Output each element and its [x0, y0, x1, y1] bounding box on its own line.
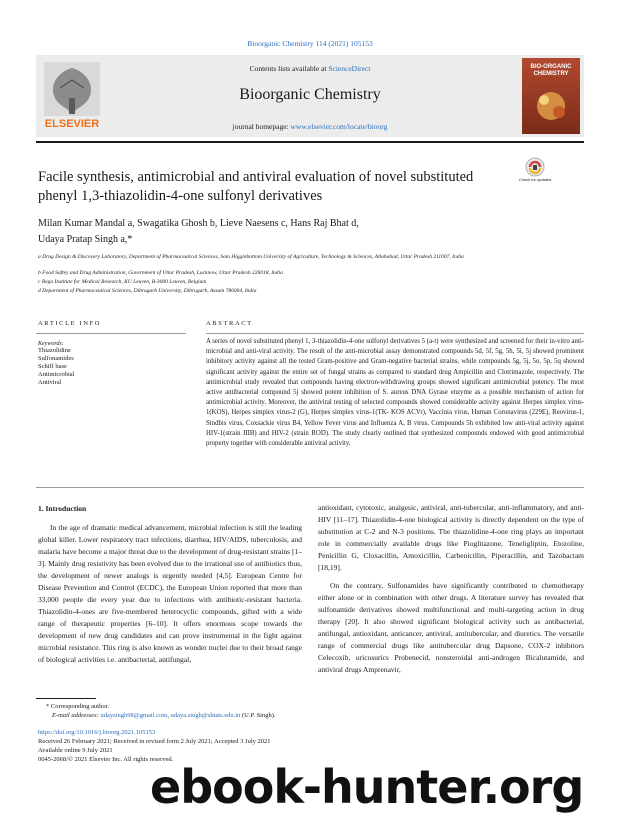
article-title: Facile synthesis, antimicrobial and antiviral evaluation of novel substituted phenyl 1,3-thiazolidin-4-one sulfonyl derivatives — [38, 169, 474, 204]
elsevier-wordmark: ELSEVIER — [44, 118, 100, 130]
keywords-label: Keywords: — [38, 341, 64, 347]
header-divider — [36, 141, 584, 143]
journal-name: Bioorganic Chemistry — [239, 86, 381, 103]
elsevier-logo — [38, 58, 106, 134]
check-updates-icon — [522, 156, 548, 188]
abstract-divider — [206, 333, 584, 334]
email-addresses: E-mail addresses: udaysingh98@gmail.com, udaya.singh@shiats.edu.in (U.P. Singh). — [52, 712, 276, 719]
journal-cover-image — [522, 58, 580, 134]
affiliation-a: a Drug Design & Discovery Laboratory, Department of Pharmaceutical Sciences, Sam Higginbottom University of Agriculture, Technology & Sciences, Allahabad, Uttar Pradesh 211007, India — [38, 254, 464, 260]
available-online-date: Available online 9 July 2021 — [38, 747, 113, 754]
molecule-graphic-icon — [532, 86, 570, 126]
introduction-heading: 1. Introduction — [38, 504, 87, 513]
abstract-heading: ABSTRACT — [206, 320, 253, 327]
journal-homepage-line: journal homepage: www.elsevier.com/locate/bioorg — [232, 122, 388, 131]
article-info-divider — [36, 333, 186, 334]
authors-line-1: Milan Kumar Mandal a, Swagatika Ghosh b, Lieve Naesens c, Hans Raj Bhat d, — [38, 218, 359, 229]
footnote-divider — [36, 698, 96, 699]
copyright-line: 0045-2068/© 2021 Elsevier Inc. All rights reserved. — [38, 756, 174, 763]
intro-right-paragraph-1: antioxidant, cytotoxic, analgesic, antiviral, anti-tubercular, anti-inflammatory, and anti-HIV [11–17]. Thiazolidin-4-one biological activity is directly dependent on the type of substitution at C-2 and N-3 positions. The thiazolidine-4-one ring plays an important role in commercially available drugs like Pioglitazone, Teneligliptin, Etozoline, Penicillin G, Cloxacillin, Amoxicillin, Carbenicillin, Piperacillin, and Tazobactam [18,19]. — [318, 503, 584, 572]
check-for-updates-badge[interactable] — [518, 156, 552, 188]
journal-citation-link[interactable]: Bioorganic Chemistry 114 (2021) 105153 — [247, 39, 373, 48]
doi-link[interactable]: https://doi.org/10.1016/j.bioorg.2021.105153 — [38, 729, 156, 736]
keyword-item: Antiviral — [38, 379, 62, 386]
abstract-text: A series of novel substituted phenyl 1, 3-thiazolidin-4-one sulfonyl derivatives 5 (a-t) were synthesized and screened for their in-vitro anti-microbial and anti-viral activity. The result of the anti-microbial assay demonstrated compounds 5d, 5f, 5g, 5h, 5i, 5j showed prominent inhibitory activity against all the tested Gram-positive and Gram-negative bacterial strains, while compounds 5g, 5j, 5o, 5p, 5q showed significant activity against the entire set of fungal strains as compared to standard drug Ampicillin and Clotrimazole, respectively. The antimicrobial study revealed that compounds having electron-withdrawing groups showed significant antimicrobial potency. The most active antibacterial compound 5j showed potent inhibition of S. aureus DNA Gyrase enzyme as a possible mechanism of action for antimicrobial activity. Moreover, the antiviral testing of selected compounds showed considerable activity against Herpes simplex virus-1(KOS), Herpes simplex virus-2 (G), Herpes simplex virus-1(TK- KOS ACVr), Vaccinia virus, Human Coronavirus (229E), Reovirus-1, Sindbis virus, Coxsackie virus B4, Yellow Fever virus and Influenza A, B virus. Compounds 5h exhibited low anti-viral activity against HIV-1(strain IIIB) and HIV-2 (strain ROD). The study clearly outlined that synthesized compounds endowed with good antimicrobial property together with considerable antiviral activity. — [206, 338, 584, 448]
corresponding-author-note: * Corresponding author. — [46, 703, 110, 710]
watermark-text: ebook-hunter.org — [150, 760, 584, 814]
affiliation-d: d Department of Pharmaceutical Sciences, Dibrugarh University, Dibrugarh, Assam 786004, India — [38, 288, 257, 294]
keywords-block — [38, 341, 188, 387]
keyword-item: Thiazolidine — [38, 347, 71, 354]
keyword-item: Sulfonamides — [38, 355, 74, 362]
intro-right-paragraph-2: On the contrary, Sulfonamides have significantly contributed to chemotherapy either alone or in combination with other drugs. A literature survey has revealed that sulfonamide derivatives showed multifunctional and multi-targeting action in drug therapy [20]. It also showed significant biological activity such as antibacterial, antifungal, antioxidant, anticancer, antiviral, antitubercular, and diuretics. The versatile range of commercial drugs like antitubercular drug Dapsone, COX-2 inhibitors Celecoxib, uricosurics Probenecid, nonsteroidal anti-androgen Bicalutamide, and antiviral drugs Amprenavir, — [318, 581, 584, 674]
article-info-heading: ARTICLE INFO — [38, 320, 102, 327]
keyword-item: Antimicrobial — [38, 371, 75, 378]
sciencedirect-link[interactable]: ScienceDirect — [328, 64, 371, 73]
email-link-2[interactable]: udaya.singh@shiats.edu.in — [170, 712, 241, 719]
affiliation-c: c Rega Institute for Medical Research, KU Leuven, B-3000 Leuven, Belgium — [38, 279, 207, 285]
abstract-bottom-divider — [36, 487, 584, 488]
received-dates: Received 26 February 2021; Received in revised form 2 July 2021; Accepted 3 July 2021 — [38, 738, 271, 745]
email-link-1[interactable]: udaysingh98@gmail.com — [100, 712, 168, 719]
authors-line-2: Udaya Pratap Singh a,* — [38, 234, 133, 245]
author-list — [38, 216, 548, 248]
affiliation-b: b Food Saftey and Drug Administration, Government of Uttar Pradesh, Lucknow, Uttar Pradesh 226018, India — [38, 270, 283, 276]
keyword-item: Schiff base — [38, 363, 67, 370]
intro-left-column: In the age of dramatic medical advancement, microbial infection is still the leading global killer. Lower respiratory tract infections, diarrhea, HIV/AIDS, tuberculosis, and malaria have become a major threat due to the development of drug-resistant strains [1–3]. Mainly drug resistivity has been evolved due to the irrational use of antibiotics thus, the development of newer analogs is urgently needed [4,5]. European Centre for Disease Prevention and Control (ECDC), the European Union reported that more than 33,000 people die every year due to infections with antibiotic-resistant bacteria. Thiazolidin-4-ones are five-membered heterocyclic compounds, gifted with a wide range of therapeutic properties [6–10]. It offers enormous scope towards the development of new drug candidates and can prove instrumental in the fight against microbial resistance. This ring is also known as wonder nuclei due to their broad range of biological activities i.e. antibacterial, antifungal, — [38, 523, 302, 664]
check-updates-label: Check for updates — [518, 177, 552, 182]
journal-homepage-link[interactable]: www.elsevier.com/locate/bioorg — [290, 122, 388, 131]
cover-title: BIO-ORGANIC CHEMISTRY — [530, 64, 572, 77]
contents-available-line: Contents lists available at ScienceDirect — [249, 64, 371, 73]
